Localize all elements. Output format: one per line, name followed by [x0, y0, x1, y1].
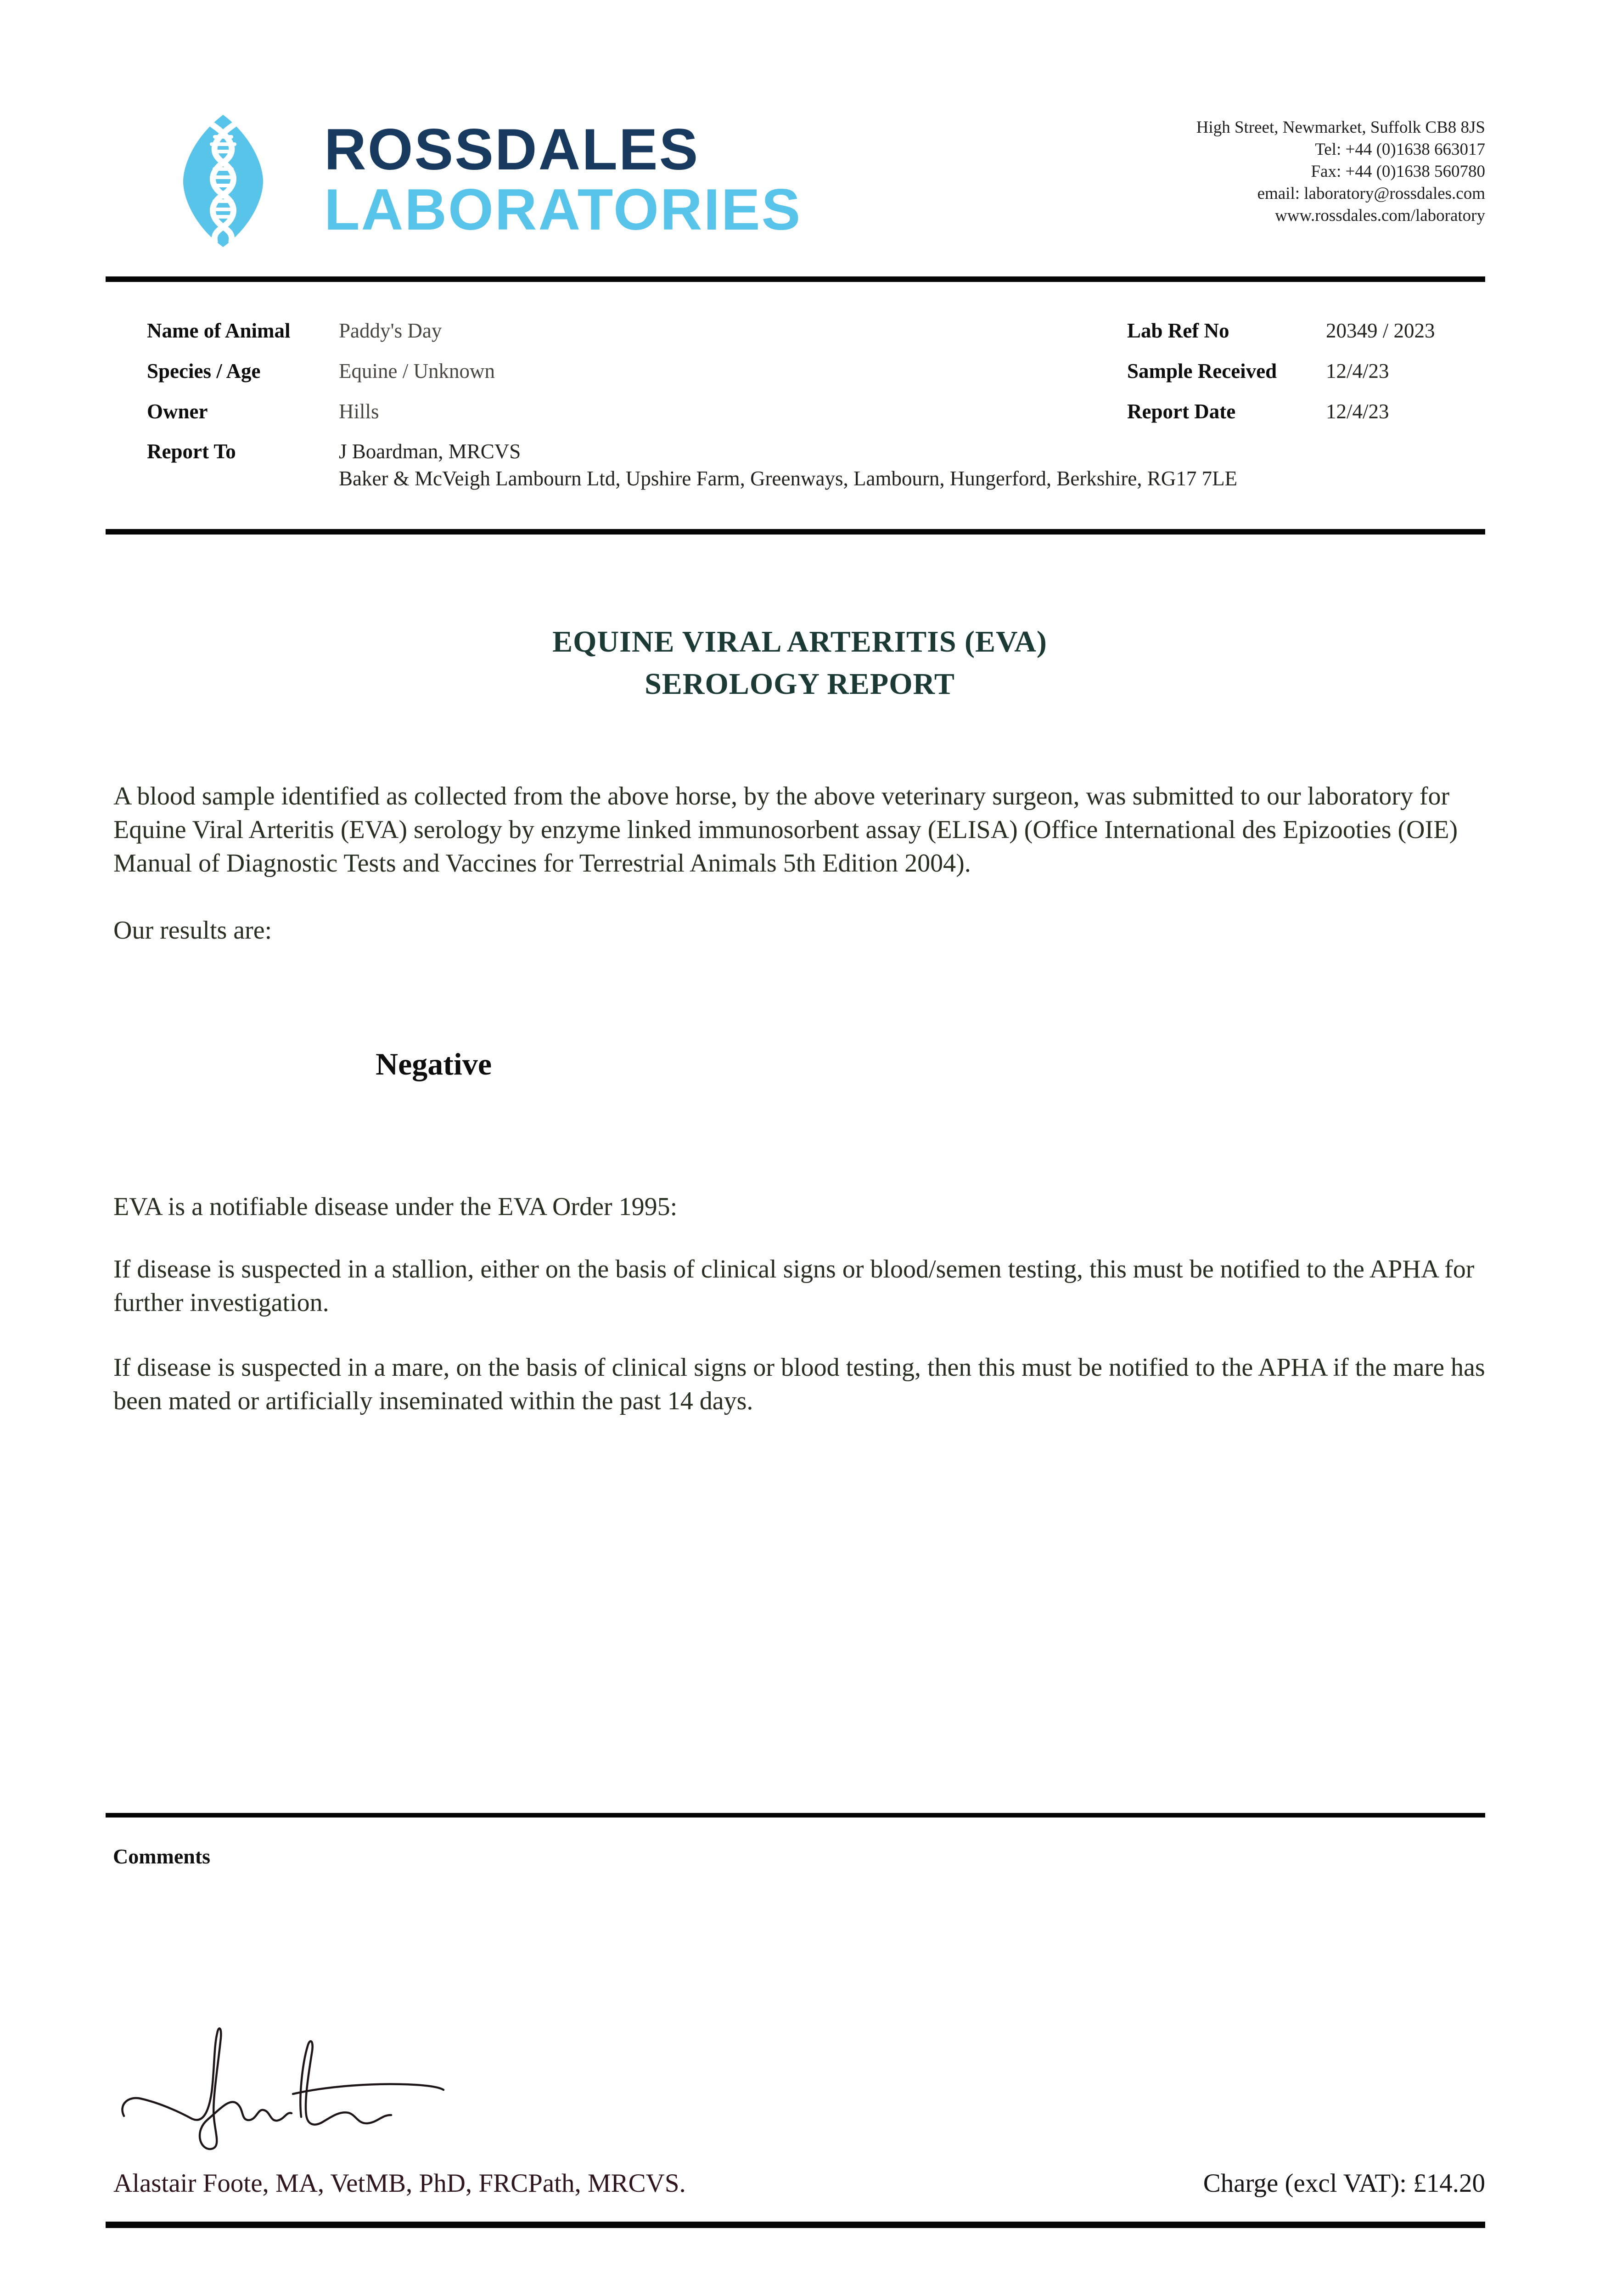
field-value-owner: Hills [339, 400, 379, 423]
field-value-name-of-animal: Paddy's Day [339, 319, 442, 342]
field-value-report-date: 12/4/23 [1326, 400, 1389, 423]
test-result: Negative [376, 1047, 492, 1081]
brand-name: ROSSDALES [324, 117, 700, 182]
header-divider [106, 276, 1485, 282]
brand-subname: LABORATORIES [324, 177, 802, 242]
field-label-report-to: Report To [147, 440, 236, 463]
field-label-owner: Owner [147, 400, 208, 423]
comments-heading: Comments [113, 1845, 211, 1868]
lab-fax: Fax: +44 (0)1638 560780 [1311, 162, 1485, 181]
signature [116, 2024, 474, 2162]
report-title-line2: SEROLOGY REPORT [645, 667, 955, 701]
comments-divider [106, 1813, 1485, 1818]
lab-address: High Street, Newmarket, Suffolk CB8 8JS [1196, 118, 1485, 137]
field-label-species-age: Species / Age [147, 360, 261, 383]
field-value-species-age: Equine / Unknown [339, 360, 495, 383]
field-label-report-date: Report Date [1127, 400, 1236, 423]
stallion-note: If disease is suspected in a stallion, either on the basis of clinical signs or blood/semen testing, this must be notified to the APHA for further investigation. [113, 1255, 1475, 1317]
lab-phone: Tel: +44 (0)1638 663017 [1315, 140, 1485, 159]
intro-paragraph: A blood sample identified as collected from the above horse, by the above veterinary surgeon, was submitted to our laboratory for Equine Viral Arteritis (EVA) serology by enzyme linked immunosorbent assay (ELISA) (Office International des Epizooties (OIE) Manual of Diagnostic Tests and Vaccines for Terrestrial Animals 5th Edition 2004). [113, 782, 1458, 878]
field-value-lab-ref-no: 20349 / 2023 [1326, 319, 1435, 342]
lab-email: email: laboratory@rossdales.com [1257, 184, 1485, 203]
dna-helix-logo-icon [163, 113, 283, 249]
field-label-name-of-animal: Name of Animal [147, 319, 291, 342]
field-value-sample-received: 12/4/23 [1326, 360, 1389, 383]
report-title [113, 621, 1486, 705]
lab-contact-block [1196, 117, 1485, 227]
signatory-name: Alastair Foote, MA, VetMB, PhD, FRCPath, MRCVS. [113, 2169, 686, 2198]
charge-amount: Charge (excl VAT): £14.20 [1203, 2169, 1485, 2198]
field-label-sample-received: Sample Received [1127, 360, 1277, 383]
brand-wordmark [324, 117, 802, 242]
field-label-lab-ref-no: Lab Ref No [1127, 319, 1229, 342]
mare-note: If disease is suspected in a mare, on the basis of clinical signs or blood testing, then this must be notified to the APHA if the mare has been mated or artificially inseminated within the past 14 days. [113, 1353, 1485, 1415]
field-value-report-to: J Boardman, MRCVS [339, 440, 521, 463]
notifiable-disease-note: EVA is a notifiable disease under the EVA Order 1995: [113, 1193, 678, 1221]
field-value-report-to-address: Baker & McVeigh Lambourn Ltd, Upshire Farm, Greenways, Lambourn, Hungerford, Berkshire, RG17 7LE [339, 467, 1238, 490]
footer-divider [106, 2222, 1485, 2228]
results-intro: Our results are: [113, 916, 272, 945]
info-table-divider [106, 529, 1485, 535]
report-title-line1: EQUINE VIRAL ARTERITIS (EVA) [552, 625, 1047, 658]
lab-website: www.rossdales.com/laboratory [1275, 206, 1485, 225]
